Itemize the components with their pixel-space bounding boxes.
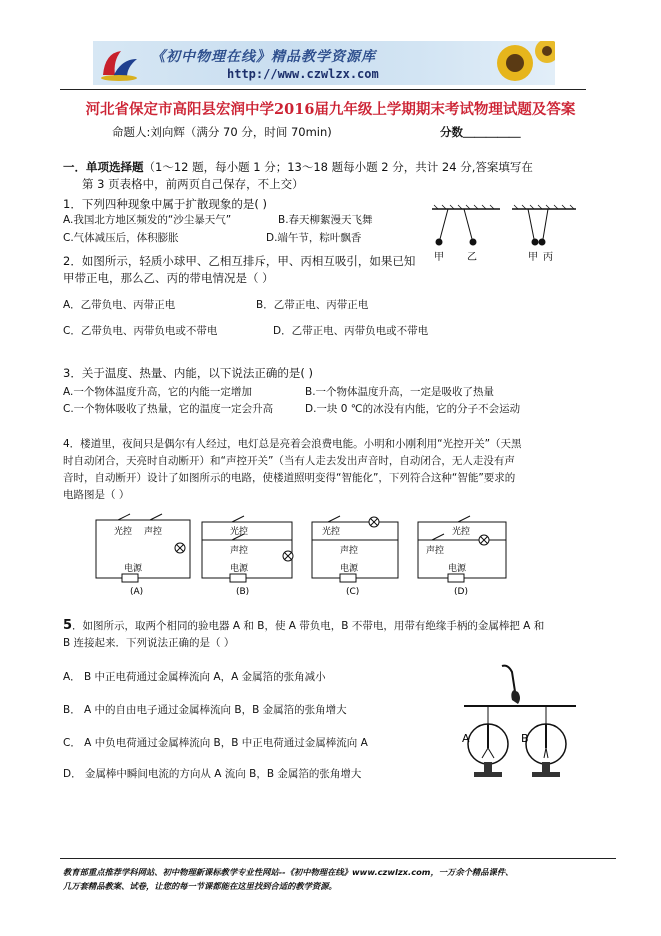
circuit-d-sw2: 声控 [426, 546, 445, 556]
exam-author: 命题人:刘向辉（满分 70 分，时间 70min) [112, 125, 332, 139]
section-heading-line [63, 160, 533, 175]
q2-option-a: A．乙带负电、丙带正电 [63, 299, 176, 311]
q2-option-d: D．乙带正电、丙带负电或不带电 [273, 325, 429, 337]
sunflower-icon [485, 41, 555, 85]
electroscope-a-label: A [462, 732, 470, 745]
q5-stem-1 [63, 619, 544, 633]
q2-option-c: C．乙带负电、丙带负电或不带电 [63, 325, 218, 337]
q1-option-d: D.端午节，粽叶飘香 [266, 232, 362, 244]
circuit-b-sw2: 声控 [230, 546, 249, 556]
page-title: 河北省保定市高阳县宏润中学2016届九年级上学期期末考试物理试题及答案 [85, 101, 576, 118]
circuit-a-power: 电源 [124, 564, 143, 574]
q5-stem-2: B 连接起来．下列说法正确的是（ ） [63, 637, 235, 649]
fig-label-yi: 乙 [467, 252, 477, 263]
site-logo-icon [97, 45, 141, 83]
circuit-d-power: 电源 [448, 564, 467, 574]
q4-stem-3: 音时，自动断开）设计了如图所示的电路，使楼道照明变得“智能化”，下列符合这种“智能”要求的 [63, 472, 516, 484]
q4-stem-4: 电路图是（ ） [63, 489, 130, 501]
banner-url[interactable]: http://www.czwlzx.com [227, 67, 379, 81]
circuit-d-sw1: 光控 [452, 527, 471, 537]
section-heading: 一．单项选择题 [63, 160, 144, 174]
circuit-a-label: (A) [130, 587, 144, 597]
q1-stem: 1．下列四种现象中属于扩散现象的是( ) [63, 197, 267, 211]
q3-option-c: C.一个物体吸收了热量，它的温度一定会升高 [63, 403, 274, 415]
circuit-c-label: (C) [346, 587, 360, 597]
q5-option-b: B． A 中的自由电子通过金属棒流向 B，B 金属箔的张角增大 [63, 704, 347, 716]
section-instructions-2: 第 3 页表格中，前两页自己保存，不上交） [82, 177, 304, 191]
section-instructions: （1～12 题，每小题 1 分；13～18 题每小题 2 分，共计 24 分,答案填写在 [143, 160, 533, 174]
q5-option-d: D． 金属棒中瞬间电流的方向从 A 流向 B，B 金属箔的张角增大 [63, 768, 362, 780]
circuit-c-sw2: 声控 [340, 546, 359, 556]
electroscope-figure [458, 662, 584, 784]
circuit-c-sw1: 光控 [322, 527, 341, 537]
q2-stem-2: 甲带正电，那么乙、丙的带电情况是（ ） [63, 271, 274, 285]
banner-title: 《初中物理在线》精品教学资源库 [151, 49, 376, 65]
q5-number: 5 [63, 618, 73, 633]
q5-option-c: C． A 中负电荷通过金属棒流向 B，B 中正电荷通过金属棒流向 A [63, 737, 368, 749]
q2-stem-1: 2．如图所示，轻质小球甲、乙相互排斥，甲、丙相互吸引，如果已知 [63, 254, 416, 268]
fig-label-jia-1: 甲 [434, 252, 444, 263]
fig-label-bing: 丙 [543, 252, 553, 263]
circuit-a-sw1: 光控 [114, 527, 133, 537]
q4-stem-1: 4．楼道里，夜间只是偶尔有人经过，电灯总是亮着会浪费电能。小明和小刚利用“光控开关”（天黑 [63, 438, 522, 450]
q4-stem-2: 时自动闭合，天亮时自动断开）和“声控开关”（当有人走去发出声音时，自动闭合，无人走没有声 [63, 455, 515, 467]
header-rule [60, 89, 586, 90]
q1-option-a: A.我国北方地区频发的“沙尘暴天气” [63, 214, 232, 226]
score-blank: 分数＿＿＿＿＿ [440, 125, 521, 139]
q5-stem-text: ．如图所示，取两个相同的验电器 A 和 B，使 A 带负电，B 不带电，用带有绝缘手柄的金属棒把 A 和 [72, 620, 545, 632]
circuit-b-power: 电源 [230, 564, 249, 574]
footer-line-1: 教育部重点推荐学科网站、初中物理新课标教学专业性网站--《初中物理在线》www.czwlzx.com，一万余个精品课件、 [63, 867, 514, 877]
q3-option-a: A.一个物体温度升高，它的内能一定增加 [63, 386, 252, 398]
circuit-b-sw1: 光控 [230, 527, 249, 537]
q1-option-b: B.春天柳絮漫天飞舞 [278, 214, 373, 226]
circuit-diagrams [92, 510, 512, 600]
footer-line-2: 几万套精品教案、试卷，让您的每一节课都能在这里找到合适的教学资源。 [63, 881, 337, 891]
circuit-a-sw2: 声控 [144, 527, 163, 537]
footer-rule [60, 858, 616, 859]
q3-option-b: B.一个物体温度升高，一定是吸收了热量 [305, 386, 495, 398]
q5-option-a: A． B 中正电荷通过金属棒流向 A，A 金属箔的张角减小 [63, 671, 326, 683]
q3-stem: 3．关于温度、热量、内能，以下说法正确的是( ) [63, 366, 313, 380]
charged-balls-figure [428, 204, 578, 268]
circuit-b-label: (B) [236, 587, 250, 597]
circuit-d-label: (D) [454, 587, 468, 597]
fig-label-jia-2: 甲 [528, 252, 538, 263]
q1-option-c: C.气体减压后，体积膨胀 [63, 232, 179, 244]
q3-option-d: D.一块 0 ℃的冰没有内能，它的分子不会运动 [305, 403, 521, 415]
electroscope-b-label: B [521, 732, 529, 745]
q2-option-b: B．乙带正电、丙带正电 [256, 299, 369, 311]
header-banner [93, 41, 555, 85]
circuit-c-power: 电源 [340, 564, 359, 574]
